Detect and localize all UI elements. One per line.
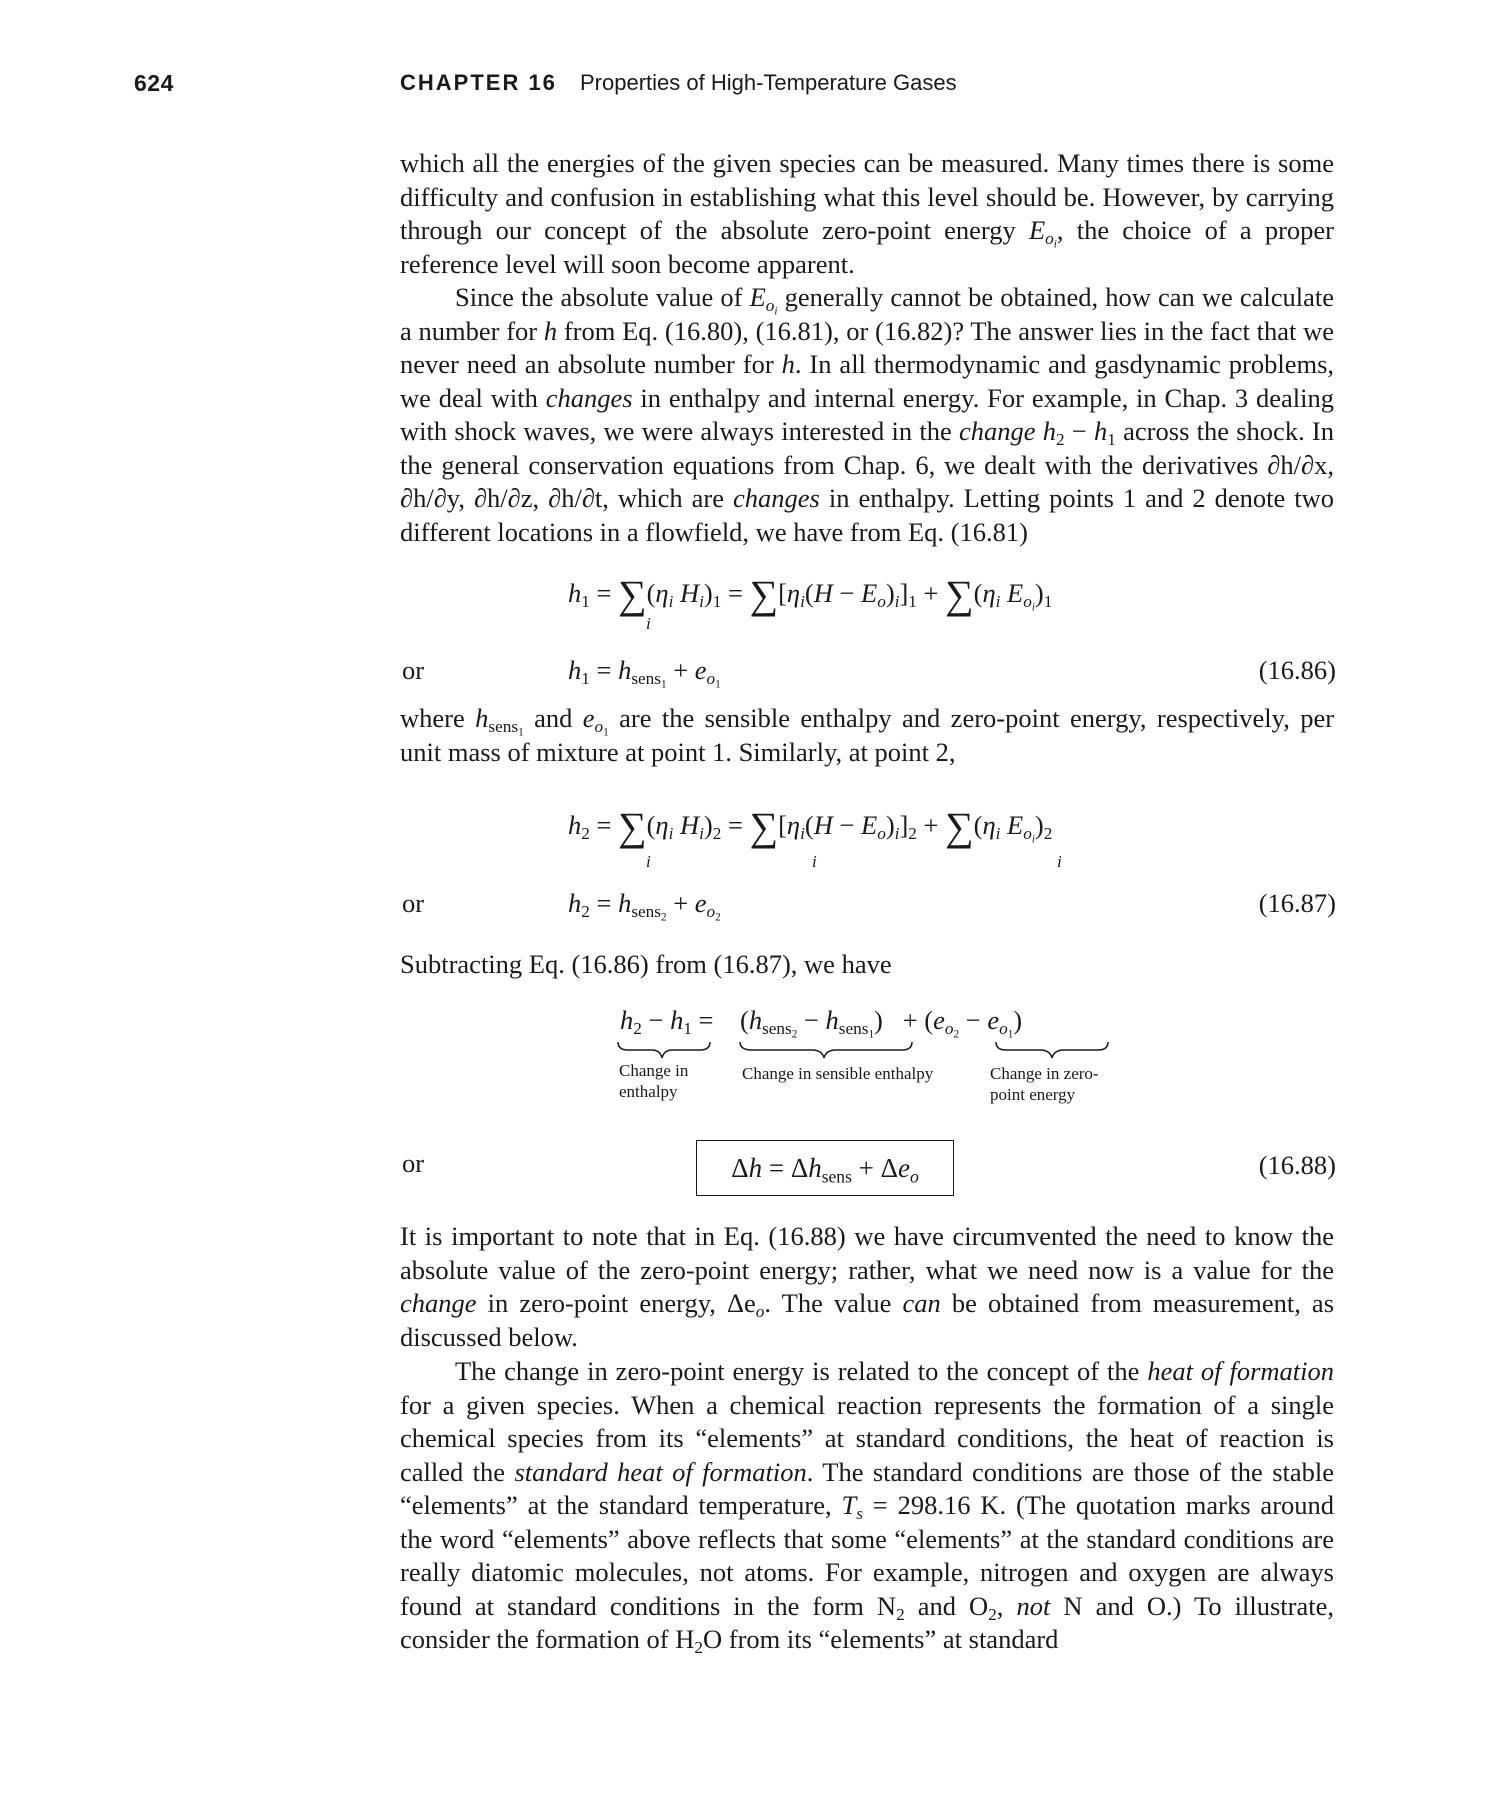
sum-index: i: [646, 852, 651, 871]
chapter-label: CHAPTER 16: [400, 70, 557, 95]
or-label-2: or: [402, 888, 425, 918]
paragraph-2: Since the absolute value of $E_{o_i}$ generally cannot be obtained, how can we calculate a number for h from Eq. (16.80), (16.81), or (16.82)? The answer lies in the fact that we never need an absolute number for h. In all thermodynamic and gasdynamic problems, we deal with changes in enthalpy and internal energy. For example, in Chap. 3 dealing with shock waves, we were always interested in the change $h_2 - h_1$ across the shock. In the general conservation equations from Chap. 6, we dealt with the derivatives ∂h/∂x, ∂h/∂y, ∂h/∂z, ∂h/∂t, which are changes in enthalpy. Letting points 1 and 2 denote two different locations in a flowfield, we have from Eq. (16.81): [400, 282, 1335, 547]
paragraph-3: where $h_{sens_1}$ and $e_{o_1}$ are the sensible enthalpy and zero-point energy, respectively, per unit mass of mixture at point 1. Similarly, at point 2,: [400, 703, 1335, 767]
paragraph-1: which all the energies of the given species can be measured. Many times there is some difficulty and confusion in establishing what this level should be. However, by carrying through our concept of the absolute zero-point energy $E_{o_i}$, the choice of a proper reference level will soon become apparent.: [400, 148, 1334, 279]
underbrace-enthalpy: [618, 1042, 710, 1058]
equation-h2-sum: $h_2 = \sum(\eta_i$ $H_i)_2 = \sum[\eta_i(H - E_o)_i]_2 + \sum(\eta_i$ $E_{o_i})_2$: [568, 804, 1053, 849]
equation-h1-sum: $h_1 = \sum(\eta_i$ $H_i)_1 = \sum[\eta_i(H - E_o)_i]_1 + \sum(\eta_i$ $E_{o_i})_1$: [568, 572, 1053, 617]
sum-index: i: [812, 852, 817, 871]
equation-number-16-88: (16.88): [1258, 1150, 1336, 1180]
paragraph-6: The change in zero-point energy is related to the concept of the heat of formation for a given species. When a chemical reaction represents the formation of a single chemical species from its “elements” at standard conditions, the heat of reaction is called the standard heat of formation. The standard conditions are those of the stable “elements” at the standard temperature, $T_s = 298.16$ K. (The quotation marks around the word “elements” above reflects that some “elements” at the standard conditions are really diatomic molecules, not atoms. For example, nitrogen and oxygen are always found at standard conditions in the form $N_2$ and $O_2$, not N and O.) To illustrate, consider the formation of $H_2O$ from its “elements” at standard: [400, 1356, 1335, 1658]
sum-index: i: [1057, 852, 1062, 871]
sum-index: i: [646, 614, 651, 633]
caption-change-zero-point: Change in zero- point energy: [990, 1064, 1099, 1104]
or-label-1: or: [402, 655, 425, 685]
page-number: 624: [134, 70, 174, 96]
underbrace-zero-point: [996, 1042, 1108, 1058]
equation-h1: $h_1 = h_{sens_1} + e_{o_1}$: [568, 655, 721, 691]
boxed-equation-16-88: $\Delta h = \Delta h_{sens} + \Delta e_o$: [696, 1140, 954, 1196]
or-label-3: or: [402, 1148, 425, 1178]
caption-change-enthalpy: Change in enthalpy: [619, 1061, 689, 1101]
underbrace-sensible: [740, 1042, 912, 1058]
paragraph-4: Subtracting Eq. (16.86) from (16.87), we have: [400, 949, 892, 979]
caption-change-sensible: Change in sensible enthalpy: [742, 1064, 934, 1083]
chapter-title: Properties of High-Temperature Gases: [580, 70, 957, 95]
equation-h2: $h_2 = h_{sens_2} + e_{o_2}$: [568, 888, 721, 924]
equation-number-16-86: (16.86): [1258, 655, 1336, 685]
equation-difference: $h_2 - h_1$ = $(h_{sens_2} - h_{sens_1}) + (e_{o_2} - e_{o_1})$: [620, 1005, 1023, 1041]
equation-number-16-87: (16.87): [1258, 888, 1336, 918]
paragraph-5: It is important to note that in Eq. (16.88) we have circumvented the need to know the absolute value of the zero-point energy; rather, what we need now is a value for the change in zero-point energy, $\Delta e_o$. The value can be obtained from measurement, as discussed below.: [400, 1221, 1335, 1352]
